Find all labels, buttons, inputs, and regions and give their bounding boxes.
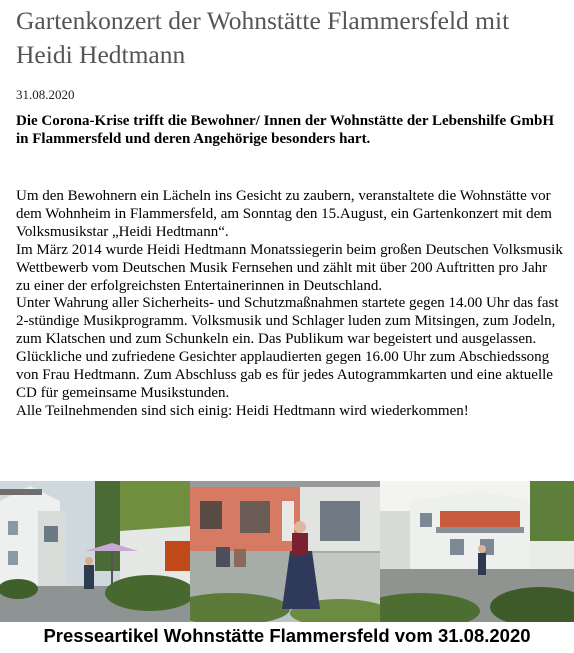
photo-garden-umbrella	[0, 481, 190, 622]
body-paragraph: Alle Teilnehmenden sind sich einig: Heidi Hedtmann wird wiederkommen!	[16, 402, 469, 419]
article-date: 31.08.2020	[16, 87, 75, 102]
article-title: Gartenkonzert der Wohnstätte Flammersfeld mit Heidi Hedtmann	[16, 6, 510, 69]
press-caption: Presseartikel Wohnstätte Flammersfeld vom 31.08.2020	[43, 625, 531, 646]
photo-building-balcony	[380, 481, 574, 622]
photo-strip	[0, 481, 574, 622]
body-paragraph: Unter Wahrung aller Sicherheits- und Schutzmaßnahmen startete gegen 14.00 Uhr das fast 2-stündige Musikprogramm. Volksmusik und Schlager luden zum Mitsingen, zum Jodeln, zum Klatschen und zum Schunkeln ein. Das Publikum war begeistert und ausgelassen. Glückliche und zufriedene Gesichter applaudierten gegen 16.00 Uhr zum Abschiedssong von Frau Hedtmann. Zum Abschluss gab es für jedes Autogrammkarten und eine aktuelle CD für gemeinsame Musikstunden.	[16, 295, 559, 401]
article-lead: Die Corona-Krise trifft die Bewohner/ Innen der Wohnstätte der Lebenshilfe GmbH in Flammersfeld und deren Angehörige besonders hart.	[16, 113, 555, 147]
body-paragraph: Im März 2014 wurde Heidi Hedtmann Monatssiegerin beim großen Deutschen Volksmusik Wettbewerb vom Deutschen Musik Fernsehen und zählt mit über 200 Auftritten pro Jahr zu einer der erfolgreichsten Entertainerinnen in Deutschland.	[16, 241, 563, 294]
photo-singer-building	[190, 481, 380, 622]
body-paragraph: Um den Bewohnern ein Lächeln ins Gesicht zu zaubern, veranstaltete die Wohnstätte vor dem Wohnheim in Flammersfeld, am Sonntag den 15.August, ein Gartenkonzert mit dem Volksmusikstar „Heidi Hedtmann“.	[16, 188, 552, 240]
article-body	[16, 188, 564, 421]
